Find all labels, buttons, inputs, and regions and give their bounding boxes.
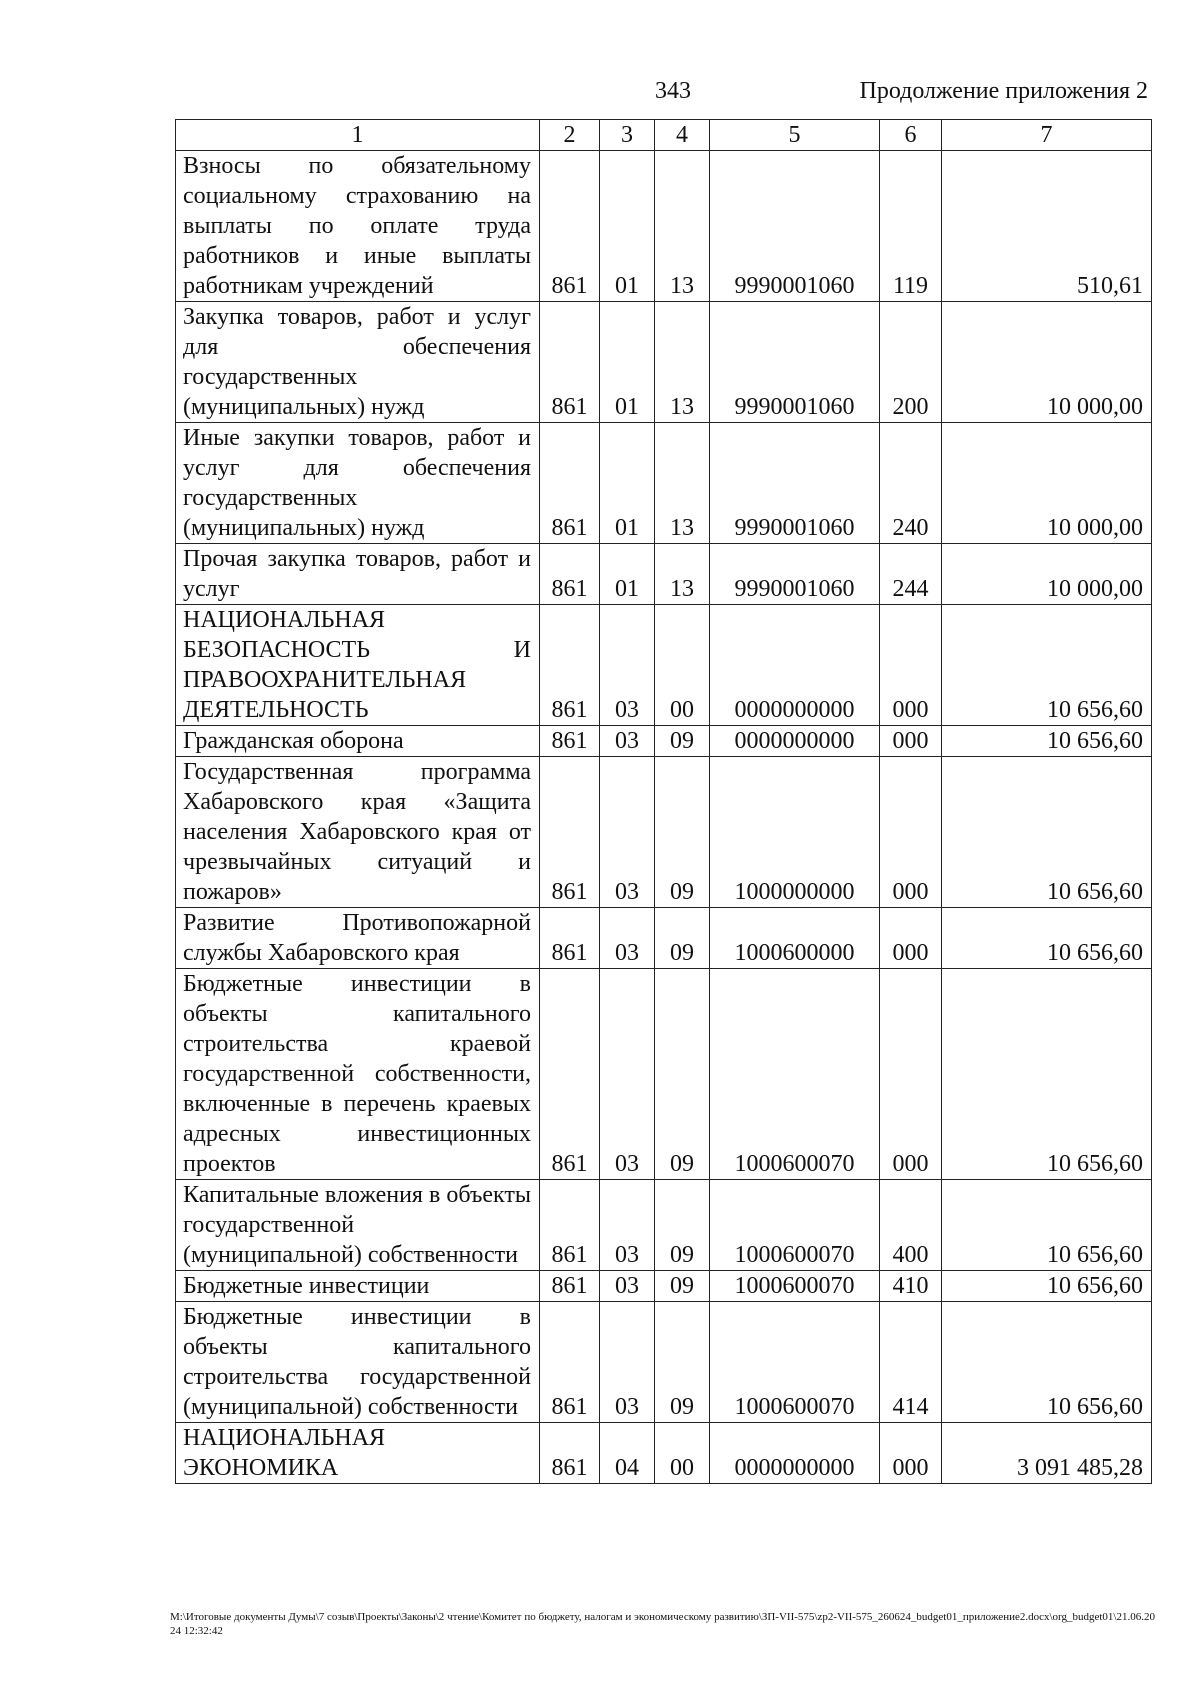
- amount-cell: 10 656,60: [942, 605, 1152, 726]
- amount-cell: 3 091 485,28: [942, 1423, 1152, 1484]
- table-row: [176, 1423, 1152, 1484]
- ministry-code-cell: 861: [540, 1302, 600, 1423]
- row-name-cell: Государственная программа Хабаровского края «Защита населения Хабаровского края от чрезвычайных ситуаций и пожаров»: [176, 757, 540, 908]
- row-name-cell: Капитальные вложения в объекты государственной (муниципальной) собственности: [176, 1180, 540, 1271]
- expense-type-cell: 000: [880, 908, 942, 969]
- ministry-code-cell: 861: [540, 1423, 600, 1484]
- section-code-cell: 01: [600, 544, 655, 605]
- table-row: [176, 1302, 1152, 1423]
- column-header: 3: [600, 120, 655, 151]
- expense-type-cell: 244: [880, 544, 942, 605]
- subsection-code-cell: 09: [655, 1302, 710, 1423]
- table-row: [176, 151, 1152, 302]
- ministry-code-cell: 861: [540, 302, 600, 423]
- row-name-cell: Прочая закупка товаров, работ и услуг: [176, 544, 540, 605]
- target-article-cell: 1000600070: [710, 969, 880, 1180]
- target-article-cell: 1000600070: [710, 1180, 880, 1271]
- table-row: [176, 726, 1152, 757]
- expense-type-cell: 000: [880, 757, 942, 908]
- section-code-cell: 03: [600, 1302, 655, 1423]
- target-article-cell: 0000000000: [710, 605, 880, 726]
- section-code-cell: 01: [600, 423, 655, 544]
- target-article-cell: 1000600070: [710, 1271, 880, 1302]
- subsection-code-cell: 09: [655, 908, 710, 969]
- table-row: [176, 423, 1152, 544]
- column-header: 6: [880, 120, 942, 151]
- column-header: 5: [710, 120, 880, 151]
- target-article-cell: 1000600000: [710, 908, 880, 969]
- column-header: 4: [655, 120, 710, 151]
- document-path-footer: M:\Итоговые документы Думы\7 созыв\Проекты\Законы\2 чтение\Комитет по бюджету, налогам и экономическому развитию\ЗП-VII-575\zp2-VII-575_260624_budget01_приложение2.docx\org_budget01\21.06.2024 12:32:42: [170, 1611, 1155, 1637]
- row-name-cell: Бюджетные инвестиции в объекты капитального строительства краевой государственной собственности, включенные в перечень краевых адресных инвестиционных проектов: [176, 969, 540, 1180]
- expense-type-cell: 200: [880, 302, 942, 423]
- subsection-code-cell: 00: [655, 1423, 710, 1484]
- subsection-code-cell: 09: [655, 726, 710, 757]
- target-article-cell: 9990001060: [710, 544, 880, 605]
- section-code-cell: 03: [600, 757, 655, 908]
- ministry-code-cell: 861: [540, 908, 600, 969]
- amount-cell: 10 000,00: [942, 544, 1152, 605]
- ministry-code-cell: 861: [540, 151, 600, 302]
- budget-table: [175, 119, 1152, 1484]
- ministry-code-cell: 861: [540, 544, 600, 605]
- page-number: 343: [655, 78, 691, 104]
- ministry-code-cell: 861: [540, 1180, 600, 1271]
- continuation-title: Продолжение приложения 2: [859, 78, 1148, 104]
- table-row: [176, 908, 1152, 969]
- row-name-cell: Гражданская оборона: [176, 726, 540, 757]
- amount-cell: 10 000,00: [942, 423, 1152, 544]
- expense-type-cell: 119: [880, 151, 942, 302]
- amount-cell: 10 656,60: [942, 908, 1152, 969]
- section-code-cell: 03: [600, 1180, 655, 1271]
- expense-type-cell: 000: [880, 1423, 942, 1484]
- amount-cell: 10 000,00: [942, 302, 1152, 423]
- subsection-code-cell: 13: [655, 302, 710, 423]
- amount-cell: 10 656,60: [942, 1302, 1152, 1423]
- subsection-code-cell: 09: [655, 969, 710, 1180]
- table-row: [176, 302, 1152, 423]
- amount-cell: 10 656,60: [942, 1180, 1152, 1271]
- target-article-cell: 1000000000: [710, 757, 880, 908]
- row-name-cell: Бюджетные инвестиции: [176, 1271, 540, 1302]
- table-row: [176, 969, 1152, 1180]
- table-row: [176, 1271, 1152, 1302]
- target-article-cell: 9990001060: [710, 302, 880, 423]
- amount-cell: 10 656,60: [942, 757, 1152, 908]
- amount-cell: 510,61: [942, 151, 1152, 302]
- row-name-cell: Закупка товаров, работ и услуг для обеспечения государственных (муниципальных) нужд: [176, 302, 540, 423]
- row-name-cell: НАЦИОНАЛЬНАЯ БЕЗОПАСНОСТЬ И ПРАВООХРАНИТЕЛЬНАЯ ДЕЯТЕЛЬНОСТЬ: [176, 605, 540, 726]
- column-header: 1: [176, 120, 540, 151]
- row-name-cell: Взносы по обязательному социальному страхованию на выплаты по оплате труда работников и иные выплаты работникам учреждений: [176, 151, 540, 302]
- ministry-code-cell: 861: [540, 726, 600, 757]
- section-code-cell: 04: [600, 1423, 655, 1484]
- subsection-code-cell: 00: [655, 605, 710, 726]
- target-article-cell: 0000000000: [710, 726, 880, 757]
- subsection-code-cell: 09: [655, 1180, 710, 1271]
- section-code-cell: 03: [600, 605, 655, 726]
- table-header-row: [176, 120, 1152, 151]
- subsection-code-cell: 09: [655, 1271, 710, 1302]
- row-name-cell: Иные закупки товаров, работ и услуг для обеспечения государственных (муниципальных) нужд: [176, 423, 540, 544]
- subsection-code-cell: 13: [655, 423, 710, 544]
- amount-cell: 10 656,60: [942, 726, 1152, 757]
- amount-cell: 10 656,60: [942, 1271, 1152, 1302]
- target-article-cell: 9990001060: [710, 151, 880, 302]
- section-code-cell: 03: [600, 969, 655, 1180]
- expense-type-cell: 240: [880, 423, 942, 544]
- table-body: [176, 151, 1152, 1484]
- table-row: [176, 757, 1152, 908]
- ministry-code-cell: 861: [540, 423, 600, 544]
- expense-type-cell: 400: [880, 1180, 942, 1271]
- section-code-cell: 03: [600, 726, 655, 757]
- expense-type-cell: 000: [880, 969, 942, 1180]
- row-name-cell: Бюджетные инвестиции в объекты капитального строительства государственной (муниципальной) собственности: [176, 1302, 540, 1423]
- ministry-code-cell: 861: [540, 605, 600, 726]
- ministry-code-cell: 861: [540, 1271, 600, 1302]
- table-row: [176, 1180, 1152, 1271]
- section-code-cell: 03: [600, 908, 655, 969]
- column-header: 7: [942, 120, 1152, 151]
- expense-type-cell: 000: [880, 726, 942, 757]
- target-article-cell: 1000600070: [710, 1302, 880, 1423]
- subsection-code-cell: 09: [655, 757, 710, 908]
- target-article-cell: 9990001060: [710, 423, 880, 544]
- amount-cell: 10 656,60: [942, 969, 1152, 1180]
- expense-type-cell: 410: [880, 1271, 942, 1302]
- section-code-cell: 03: [600, 1271, 655, 1302]
- ministry-code-cell: 861: [540, 969, 600, 1180]
- ministry-code-cell: 861: [540, 757, 600, 908]
- row-name-cell: НАЦИОНАЛЬНАЯ ЭКОНОМИКА: [176, 1423, 540, 1484]
- section-code-cell: 01: [600, 302, 655, 423]
- expense-type-cell: 000: [880, 605, 942, 726]
- table-row: [176, 544, 1152, 605]
- expense-type-cell: 414: [880, 1302, 942, 1423]
- subsection-code-cell: 13: [655, 151, 710, 302]
- row-name-cell: Развитие Противопожарной службы Хабаровского края: [176, 908, 540, 969]
- table-row: [176, 605, 1152, 726]
- column-header: 2: [540, 120, 600, 151]
- section-code-cell: 01: [600, 151, 655, 302]
- subsection-code-cell: 13: [655, 544, 710, 605]
- target-article-cell: 0000000000: [710, 1423, 880, 1484]
